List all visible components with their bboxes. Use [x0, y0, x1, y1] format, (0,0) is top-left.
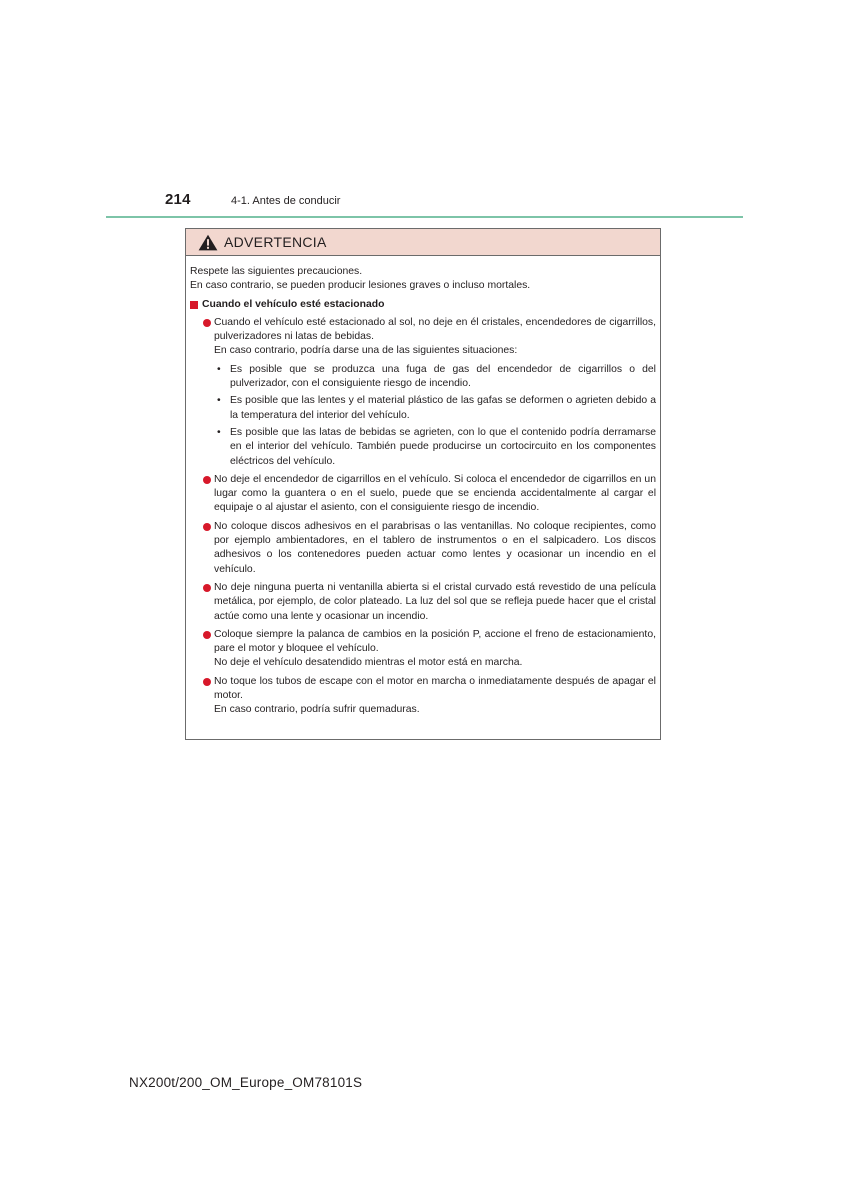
list-item — [214, 316, 656, 359]
square-marker-icon — [190, 301, 198, 309]
bullet-dot-icon: • — [217, 363, 221, 375]
footer-code: NX200t/200_OM_Europe_OM78101S — [129, 1075, 363, 1090]
sub-bullet — [217, 426, 656, 469]
list-item — [214, 520, 656, 577]
sub-bullet-text: Es posible que las latas de bebidas se agrieten, con lo que el contenido podría derramarse en el interior del vehículo. También puede producirse un cortocircuito en los componentes eléctricos del vehículo. — [230, 426, 656, 467]
list-item-subtext: En caso contrario, podría sufrir quemaduras. — [214, 704, 420, 716]
warning-header — [186, 229, 660, 256]
red-bullet-icon — [203, 631, 211, 639]
list-item — [214, 581, 656, 624]
warning-box — [185, 228, 661, 740]
list-item — [214, 675, 656, 718]
list-item-text: No deje ninguna puerta ni ventanilla abierta si el cristal curvado está revestido de una película metálica, por ejemplo, de color plateado. La luz del sol que se refleja puede hacer que el cristal actúe como una lente y ocasionar un incendio. — [214, 581, 656, 622]
intro-line: En caso contrario, se pueden producir lesiones graves o incluso mortales. — [190, 280, 531, 292]
red-bullet-icon — [203, 476, 211, 484]
warning-triangle-icon — [198, 234, 218, 251]
red-bullet-icon — [203, 584, 211, 592]
warning-title: ADVERTENCIA — [224, 234, 327, 250]
header-rule — [106, 216, 743, 218]
warning-body — [186, 256, 660, 718]
red-bullet-icon — [203, 319, 211, 327]
list-item-text: Cuando el vehículo esté estacionado al sol, no deje en él cristales, encendedores de cigarrillos, pulverizadores ni latas de bebidas. — [214, 316, 656, 343]
bullet-dot-icon: • — [217, 426, 221, 438]
sub-bullet — [217, 363, 656, 392]
list-item-subtext: En caso contrario, podría darse una de las siguientes situaciones: — [214, 345, 518, 357]
subheading-text: Cuando el vehículo esté estacionado — [202, 298, 385, 310]
section-title: 4-1. Antes de conducir — [231, 195, 341, 207]
sub-bullet-list — [190, 363, 656, 469]
list-item — [214, 473, 656, 516]
page-number: 214 — [165, 191, 191, 208]
list-item-subtext: No deje el vehículo desatendido mientras el motor está en marcha. — [214, 657, 523, 669]
sub-bullet — [217, 394, 656, 423]
sub-bullet-text: Es posible que las lentes y el material plástico de las gafas se deformen o agrieten debido a la temperatura del interior del vehículo. — [230, 395, 656, 421]
list-item-text: Coloque siempre la palanca de cambios en la posición P, accione el freno de estacionamiento, pare el motor y bloquee el vehículo. — [214, 628, 656, 655]
list-item-text: No toque los tubos de escape con el motor en marcha o inmediatamente después de apagar el motor. — [214, 675, 656, 702]
intro-line: Respete las siguientes precauciones. — [190, 266, 363, 277]
red-bullet-icon — [203, 523, 211, 531]
sub-bullet-text: Es posible que se produzca una fuga de gas del encendedor de cigarrillos o del pulverizador, con el consiguiente riesgo de incendio. — [230, 363, 656, 390]
subheading — [190, 298, 656, 312]
red-bullet-icon — [203, 678, 211, 686]
list-item — [214, 628, 656, 671]
list-item-text: No coloque discos adhesivos en el parabrisas o las ventanillas. No coloque recipientes, como por ejemplo ambientadores, en el tablero de instrumentos o en el salpicadero. Los discos adhesivos o los contenedores pueden actuar como lentes y ocasionar un incendio en el vehículo. — [214, 520, 656, 575]
list-item-text: No deje el encendedor de cigarrillos en el vehículo. Si coloca el encendedor de cigarrillos en un lugar como la guantera o en el suelo, puede que se encienda accidentalmente al cargar el equipaje o al ajustar el asiento, con el consiguiente riesgo de incendio. — [214, 473, 656, 514]
bullet-dot-icon: • — [217, 395, 221, 407]
